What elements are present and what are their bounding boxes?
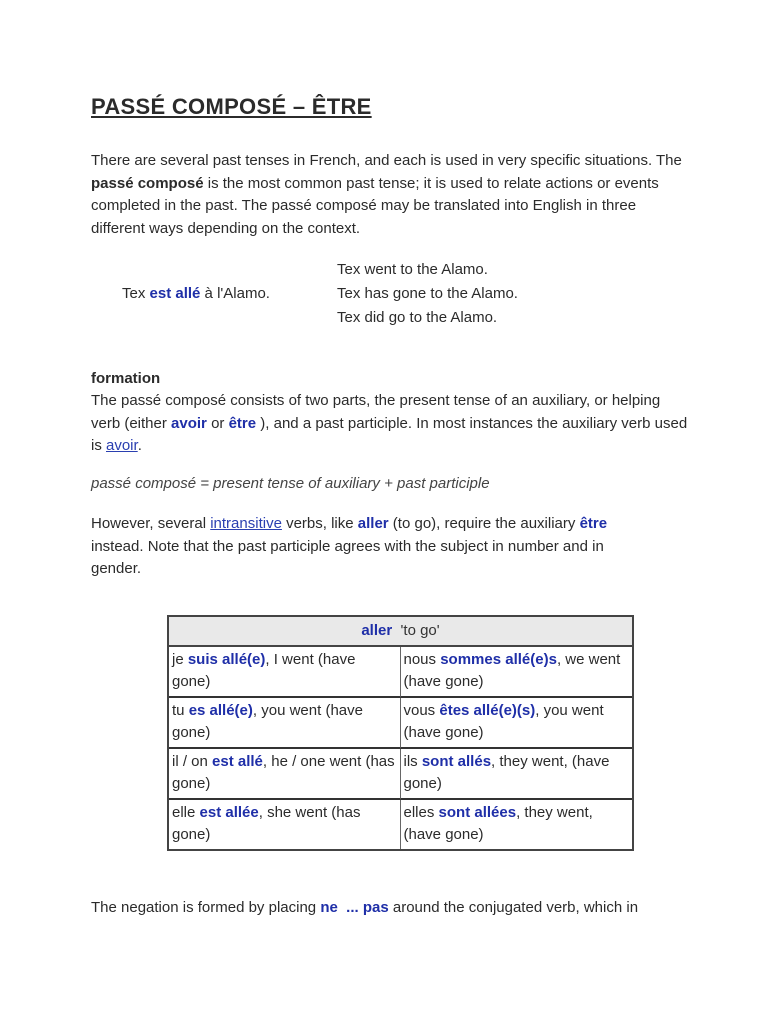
table-cell bbox=[169, 647, 401, 698]
table-cell bbox=[401, 749, 633, 800]
negation-ne: ne bbox=[320, 899, 338, 916]
intro-text-1: There are several past tenses in French, and each is used in very specific situations. The bbox=[91, 152, 682, 169]
formation-avoir: avoir bbox=[171, 414, 207, 432]
cell-translation: , we went (have gone) bbox=[403, 651, 621, 690]
intro-text-2: is the most common past tense; it is used to relate actions or events completed in the past. The passé composé may be translated into English in three different ways depending on the context. bbox=[91, 174, 659, 237]
however-aller: aller bbox=[357, 515, 389, 532]
cell-verb: es allé(e) bbox=[188, 702, 253, 719]
table-cell bbox=[169, 698, 401, 749]
example-subject: Tex bbox=[122, 285, 150, 302]
formation-heading: formation bbox=[91, 370, 161, 387]
cell-subject: je bbox=[172, 651, 188, 668]
formation-paragraph bbox=[91, 390, 691, 458]
cell-verb: sont allés bbox=[421, 753, 492, 770]
cell-verb: sommes allé(e)s bbox=[440, 651, 557, 668]
cell-subject: elles bbox=[403, 804, 439, 821]
cell-verb: est allé bbox=[212, 753, 263, 770]
example-translations bbox=[337, 258, 518, 330]
table-cell bbox=[169, 749, 401, 800]
negation-paragraph bbox=[91, 897, 711, 920]
however-etre: être bbox=[579, 515, 608, 532]
example-sentence bbox=[122, 283, 270, 305]
cell-subject: vous bbox=[403, 702, 440, 719]
cell-translation: , they went, (have gone) bbox=[403, 804, 593, 843]
translation-1: Tex went to the Alamo. bbox=[337, 261, 488, 278]
formation-etre: être bbox=[228, 414, 257, 432]
cell-translation: , he / one went (has gone) bbox=[172, 753, 395, 792]
formation-text-1: The passé composé consists of two parts, the present tense of an auxiliary, or helping verb (either bbox=[91, 392, 661, 432]
however-text-4: instead. Note that the past participle agrees with the subject in number and in gender. bbox=[91, 537, 604, 577]
cell-translation: , I went (have gone) bbox=[172, 651, 356, 690]
intro-paragraph bbox=[91, 150, 691, 240]
cell-subject: il / on bbox=[172, 753, 213, 770]
negation-text-1: The negation is formed by placing bbox=[91, 899, 321, 916]
cell-subject: elle bbox=[172, 804, 200, 821]
translation-3: Tex did go to the Alamo. bbox=[337, 309, 498, 326]
formula-line: passé composé = present tense of auxiliary + past participle bbox=[91, 475, 490, 492]
table-cell bbox=[401, 647, 633, 698]
intro-term: passé composé bbox=[91, 174, 204, 192]
table-row bbox=[169, 698, 632, 749]
however-text-2: verbs, like bbox=[281, 515, 358, 532]
header-verb: aller bbox=[361, 622, 393, 639]
intransitive-link[interactable]: intransitive bbox=[210, 515, 282, 532]
table-cell bbox=[401, 800, 633, 849]
however-paragraph bbox=[91, 513, 651, 581]
table-cell bbox=[401, 698, 633, 749]
cell-translation: , you went (have gone) bbox=[172, 702, 363, 741]
however-text-3: (to go), require the auxiliary bbox=[388, 515, 580, 532]
formation-or: or bbox=[206, 414, 229, 432]
cell-translation: , they went, (have gone) bbox=[403, 753, 610, 792]
example-rest: à l'Alamo. bbox=[200, 285, 270, 302]
avoir-link[interactable]: avoir bbox=[106, 437, 138, 454]
header-gloss: 'to go' bbox=[392, 622, 440, 639]
table-row bbox=[169, 647, 632, 698]
cell-verb: sont allées bbox=[438, 804, 517, 821]
table-header-row bbox=[169, 617, 632, 647]
table-row bbox=[169, 800, 632, 849]
cell-verb: êtes allé(e)(s) bbox=[439, 702, 536, 719]
formation-end: . bbox=[137, 437, 142, 454]
translation-2: Tex has gone to the Alamo. bbox=[337, 285, 518, 302]
formation-text-2: ), and a past participle. In most instances the auxiliary verb used is bbox=[91, 414, 688, 454]
conjugation-table bbox=[167, 615, 634, 851]
negation-dots: ... bbox=[337, 899, 363, 916]
table-row bbox=[169, 749, 632, 800]
negation-pas: pas bbox=[362, 899, 389, 916]
table-header bbox=[169, 617, 632, 647]
cell-translation: , she went (has gone) bbox=[172, 804, 361, 843]
cell-verb: est allée bbox=[199, 804, 259, 821]
table-cell bbox=[169, 800, 401, 849]
example-verb: est allé bbox=[149, 285, 201, 302]
cell-verb: suis allé(e) bbox=[187, 651, 266, 668]
cell-translation: , you went (have gone) bbox=[403, 702, 604, 741]
cell-subject: ils bbox=[403, 753, 422, 770]
page-title: PASSÉ COMPOSÉ – ÊTRE bbox=[91, 94, 372, 119]
cell-subject: nous bbox=[403, 651, 441, 668]
however-text-1: However, several bbox=[91, 515, 211, 532]
negation-text-2: around the conjugated verb, which in bbox=[388, 899, 639, 916]
cell-subject: tu bbox=[172, 702, 189, 719]
